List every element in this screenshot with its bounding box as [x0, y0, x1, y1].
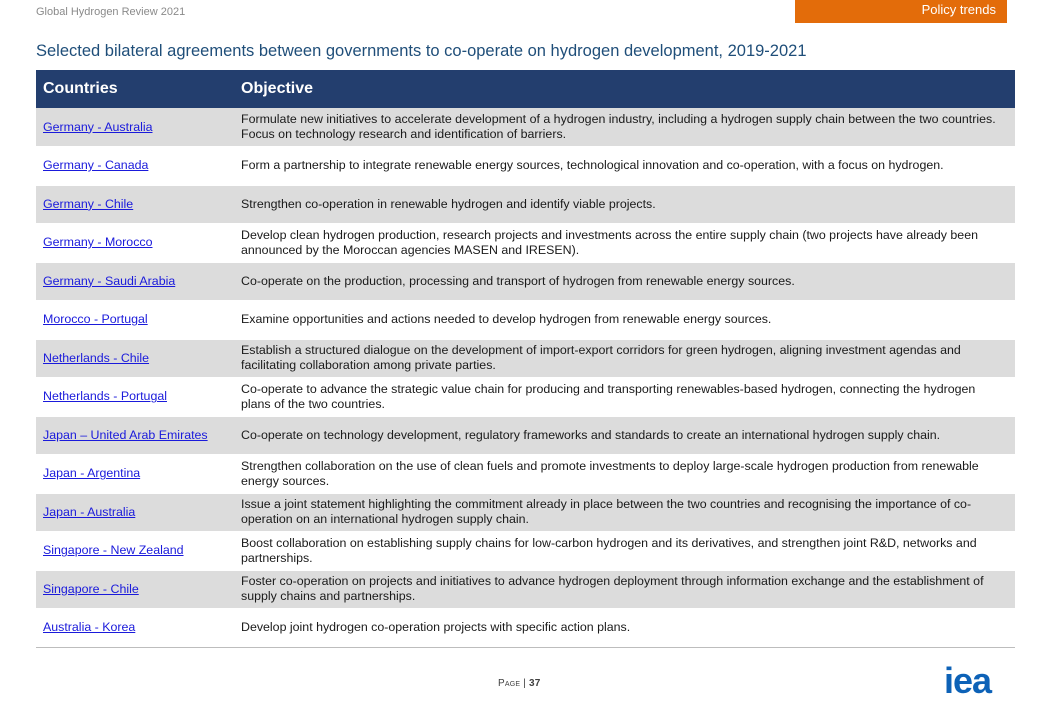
- table-row: [36, 416, 1015, 455]
- countries-link[interactable]: Germany - Chile: [43, 196, 134, 211]
- countries-link[interactable]: Germany - Australia: [43, 119, 153, 134]
- page-label: Page |: [498, 678, 530, 689]
- table-row: [36, 224, 1015, 263]
- section-tab: Policy trends: [795, 0, 1007, 23]
- table-title: Selected bilateral agreements between governments to co-operate on hydrogen development, 2019-2021: [36, 42, 807, 60]
- countries-cell: [36, 224, 234, 263]
- countries-cell: [36, 493, 234, 532]
- countries-link[interactable]: Japan - Australia: [43, 504, 136, 519]
- objective-cell: Establish a structured dialogue on the development of import-export corridors for green hydrogen, aligning investment agendas and facilitating collaboration among private parties.: [234, 339, 1015, 378]
- objective-cell: Develop clean hydrogen production, research projects and investments across the entire supply chain (two projects have already been announced by the Moroccan agencies MASEN and IRESEN).: [234, 224, 1015, 263]
- countries-link[interactable]: Germany - Saudi Arabia: [43, 273, 176, 288]
- table-row: [36, 455, 1015, 494]
- countries-link[interactable]: Singapore - New Zealand: [43, 543, 184, 558]
- countries-cell: [36, 301, 234, 340]
- iea-logo-mark: [944, 664, 1008, 698]
- countries-link[interactable]: Netherlands - Chile: [43, 350, 150, 365]
- table-row: [36, 301, 1015, 340]
- countries-link[interactable]: Germany - Canada: [43, 158, 149, 173]
- countries-cell: [36, 262, 234, 301]
- table-row: [36, 609, 1015, 648]
- countries-link[interactable]: Singapore - Chile: [43, 581, 139, 596]
- countries-cell: [36, 532, 234, 571]
- countries-link[interactable]: Germany - Morocco: [43, 235, 153, 250]
- page-number: [498, 678, 541, 689]
- countries-cell: [36, 378, 234, 417]
- page-number-value: 37: [529, 678, 541, 689]
- countries-cell: [36, 416, 234, 455]
- objective-cell: Co-operate on technology development, regulatory frameworks and standards to create an international hydrogen supply chain.: [234, 416, 1015, 455]
- table-row: [36, 532, 1015, 571]
- countries-link[interactable]: Japan - Argentina: [43, 466, 141, 481]
- table-row: [36, 108, 1015, 147]
- objective-cell: Examine opportunities and actions needed to develop hydrogen from renewable energy sources.: [234, 301, 1015, 340]
- table-row: [36, 262, 1015, 301]
- countries-cell: [36, 108, 234, 147]
- countries-link[interactable]: Morocco - Portugal: [43, 312, 148, 327]
- objective-cell: Form a partnership to integrate renewable energy sources, technological innovation and co-operation, with a focus on hydrogen.: [234, 147, 1015, 186]
- column-header-countries: Countries: [36, 70, 234, 108]
- table-header-row: [36, 70, 1015, 108]
- objective-cell: Strengthen co-operation in renewable hydrogen and identify viable projects.: [234, 185, 1015, 224]
- countries-cell: [36, 570, 234, 609]
- objective-cell: Develop joint hydrogen co-operation projects with specific action plans.: [234, 609, 1015, 648]
- countries-link[interactable]: Netherlands - Portugal: [43, 389, 167, 404]
- report-title: Global Hydrogen Review 2021: [36, 6, 186, 18]
- countries-cell: [36, 339, 234, 378]
- table-row: [36, 339, 1015, 378]
- table-row: [36, 147, 1015, 186]
- objective-cell: Issue a joint statement highlighting the commitment already in place between the two countries and recognising the importance of co-operation on an international hydrogen supply chain.: [234, 493, 1015, 532]
- countries-cell: [36, 185, 234, 224]
- column-header-objective: Objective: [234, 70, 1015, 108]
- countries-link[interactable]: Australia - Korea: [43, 620, 136, 635]
- iea-logo-text: iea: [944, 664, 992, 698]
- objective-cell: Foster co-operation on projects and initiatives to advance hydrogen deployment through information exchange and the establishment of supply chains and partnerships.: [234, 570, 1015, 609]
- objective-cell: Co-operate to advance the strategic value chain for producing and transporting renewables-based hydrogen, connecting the hydrogen plans of the two countries.: [234, 378, 1015, 417]
- agreements-table: [36, 70, 1015, 648]
- objective-cell: Co-operate on the production, processing and transport of hydrogen from renewable energy sources.: [234, 262, 1015, 301]
- table-row: [36, 570, 1015, 609]
- table-row: [36, 378, 1015, 417]
- countries-cell: [36, 609, 234, 648]
- objective-cell: Boost collaboration on establishing supply chains for low-carbon hydrogen and its derivatives, and strengthen joint R&D, networks and partnerships.: [234, 532, 1015, 571]
- countries-link[interactable]: Japan – United Arab Emirates: [43, 427, 208, 442]
- iea-logo: [944, 664, 1008, 703]
- objective-cell: Strengthen collaboration on the use of clean fuels and promote investments to deploy large-scale hydrogen production from renewable energy sources.: [234, 455, 1015, 494]
- countries-cell: [36, 455, 234, 494]
- table-row: [36, 185, 1015, 224]
- table-row: [36, 493, 1015, 532]
- table-body: [36, 108, 1015, 647]
- objective-cell: Formulate new initiatives to accelerate development of a hydrogen industry, including a hydrogen supply chain between the two countries. Focus on technology research and identification of barriers.: [234, 108, 1015, 147]
- countries-cell: [36, 147, 234, 186]
